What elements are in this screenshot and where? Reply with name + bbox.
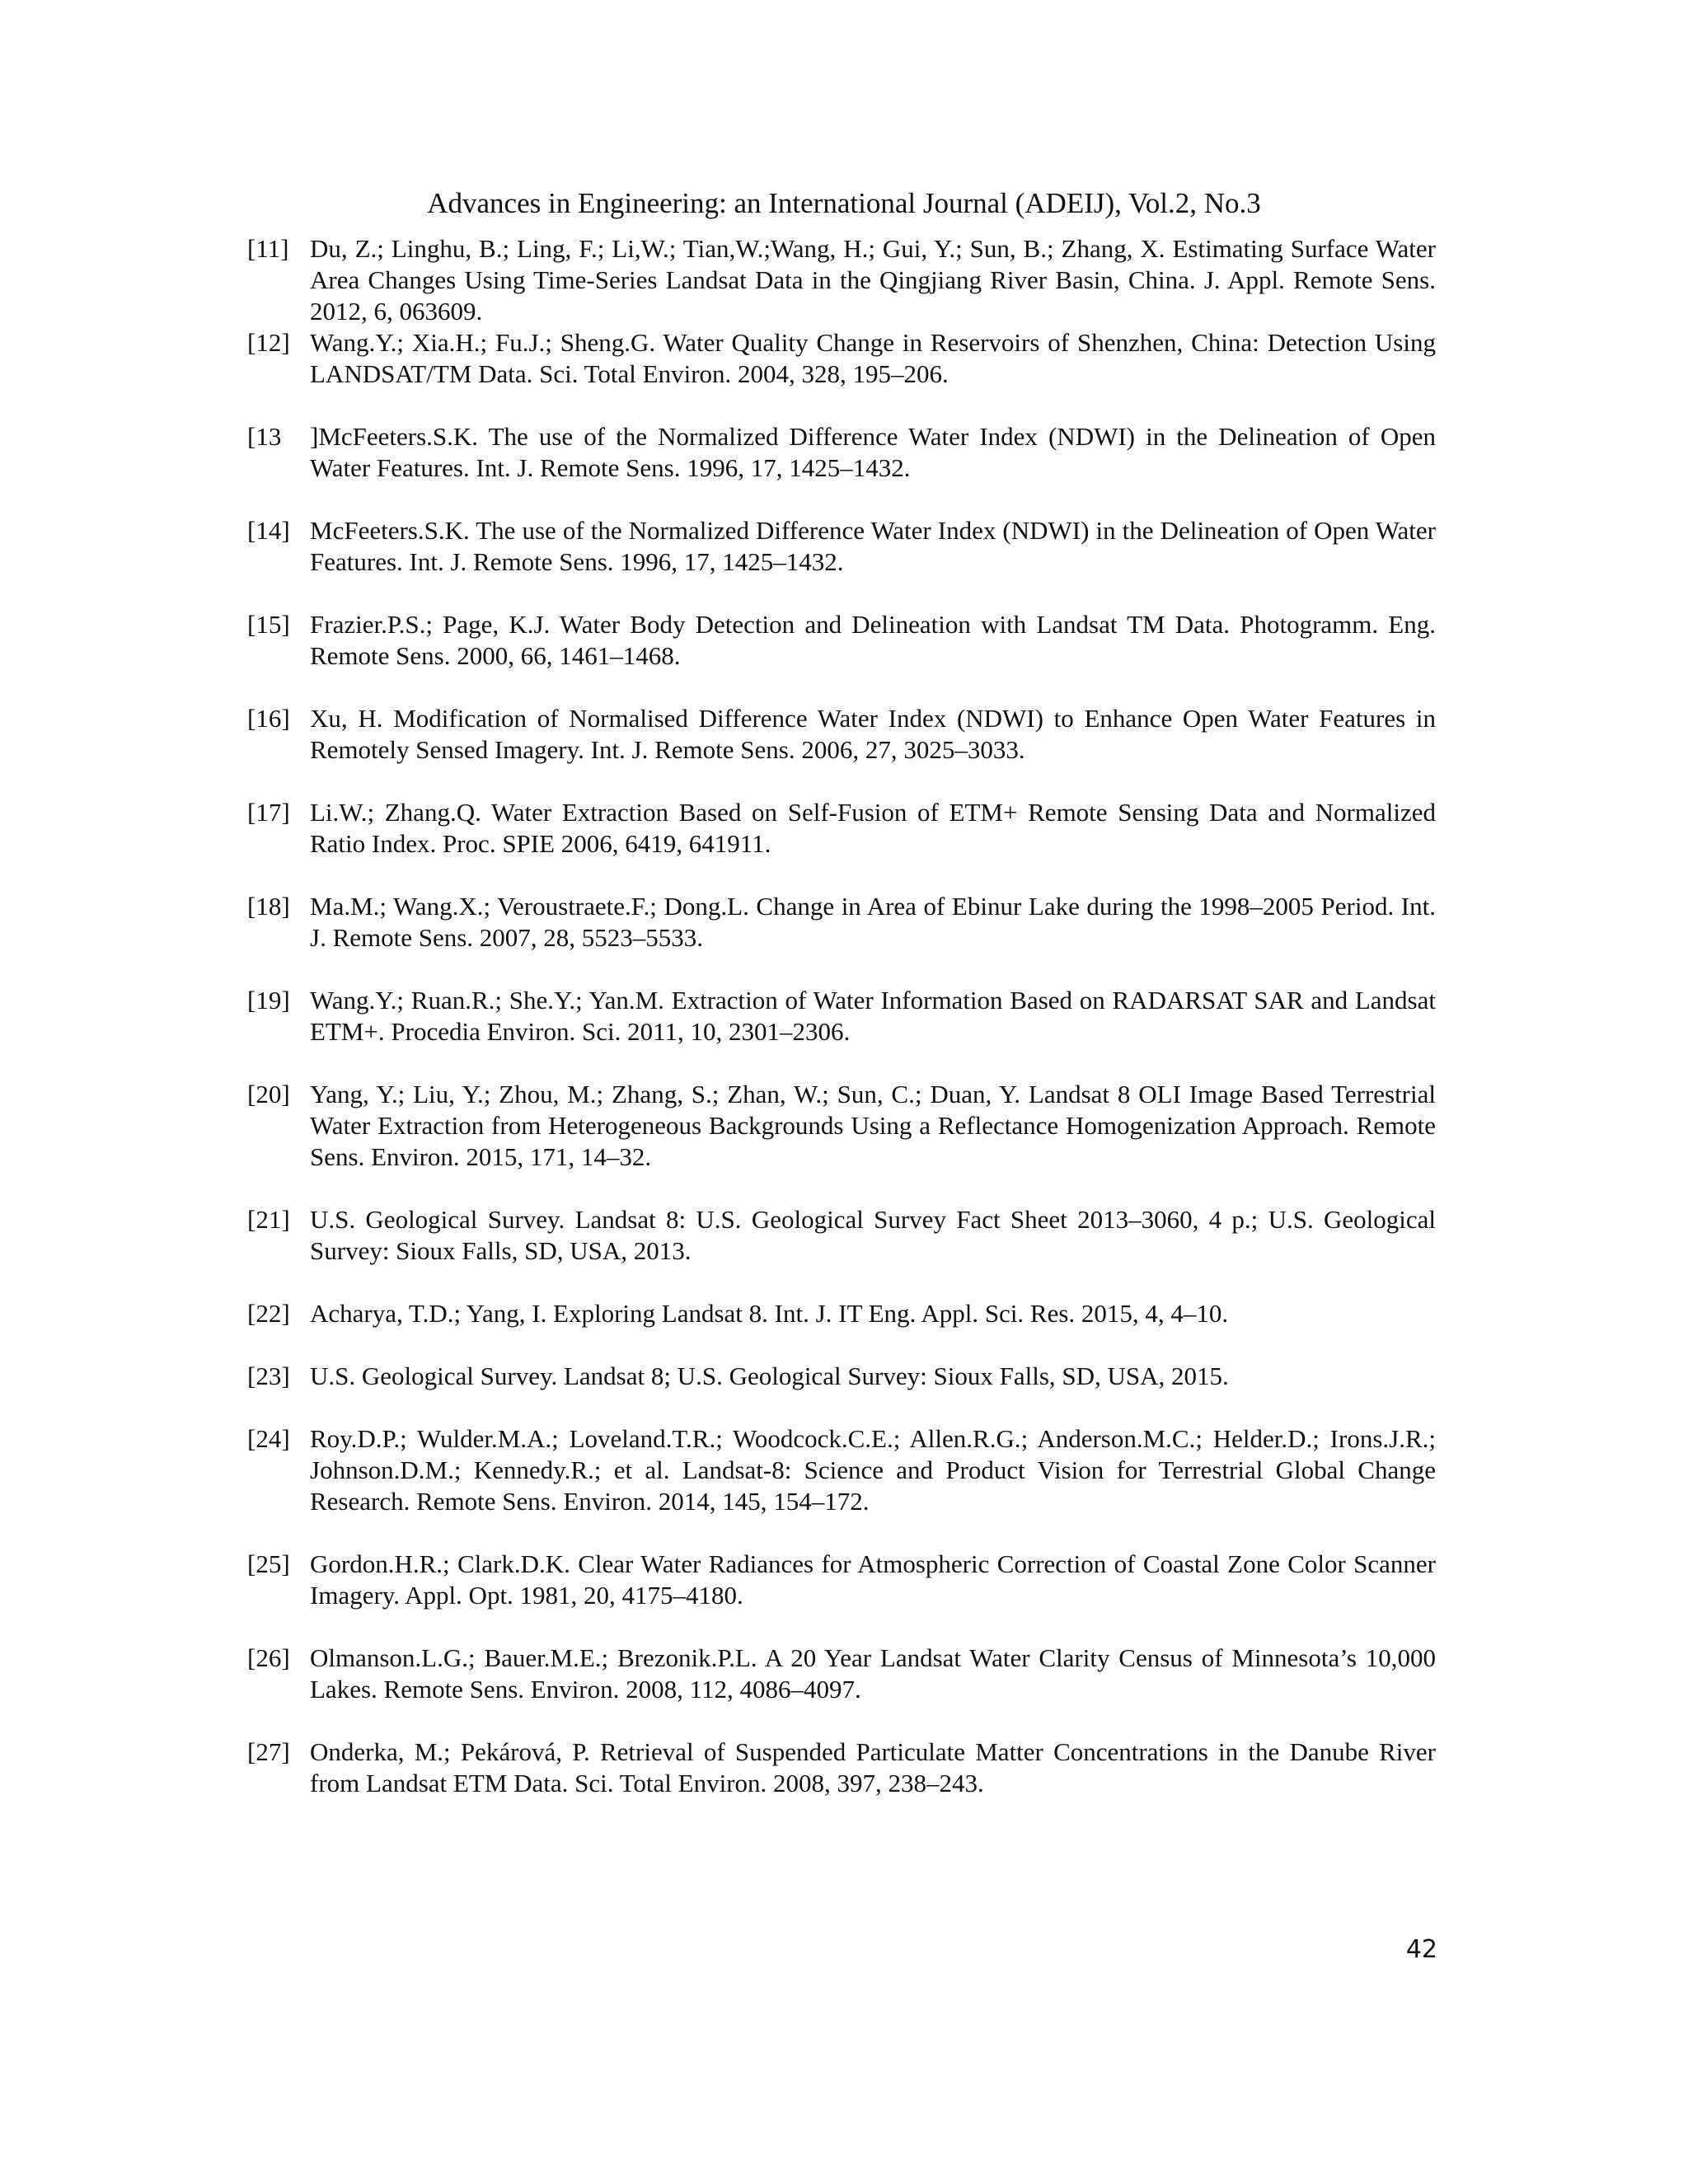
reference-text: Onderka, M.; Pekárová, P. Retrieval of Suspended Particulate Matter Concentrations in the Danube River from Landsat ETM Data. Sci. Total Environ. 2008, 397, 238–243. <box>310 1737 1436 1797</box>
reference-number: [24] <box>247 1424 290 1453</box>
reference-number: [12] <box>247 328 290 357</box>
reference-item <box>247 327 1436 390</box>
reference-item <box>247 1736 1436 1799</box>
reference-text: Du, Z.; Linghu, B.; Ling, F.; Li,W.; Tian,W.;Wang, H.; Gui, Y.; Sun, B.; Zhang, X. Estimating Surface Water Area Changes Using Time-Series Landsat Data in the Qingjiang River Basin, China. J. Appl. Remote Sens. 2012, 6, 063609. <box>310 234 1436 326</box>
reference-number: [25] <box>247 1549 290 1578</box>
reference-item <box>247 1204 1436 1267</box>
reference-text: McFeeters.S.K. The use of the Normalized Difference Water Index (NDWI) in the Delineation of Open Water Features. Int. J. Remote Sens. 1996, 17, 1425–1432. <box>310 516 1436 576</box>
reference-number: [18] <box>247 892 290 921</box>
reference-number: [27] <box>247 1737 290 1766</box>
reference-item <box>247 1549 1436 1611</box>
reference-text: Yang, Y.; Liu, Y.; Zhou, M.; Zhang, S.; Zhan, W.; Sun, C.; Duan, Y. Landsat 8 OLI Image Based Terrestrial Water Extraction from Heterogeneous Backgrounds Using a Reflectance Homogenization Approach. Remote Sens. Environ. 2015, 171, 14–32. <box>310 1080 1436 1171</box>
reference-item <box>247 421 1436 484</box>
reference-number: [14] <box>247 516 290 545</box>
reference-item <box>247 515 1436 578</box>
reference-item <box>247 703 1436 766</box>
reference-text: Li.W.; Zhang.Q. Water Extraction Based on Self-Fusion of ETM+ Remote Sensing Data and Normalized Ratio Index. Proc. SPIE 2006, 6419, 641911. <box>310 798 1436 858</box>
reference-text: U.S. Geological Survey. Landsat 8: U.S. Geological Survey Fact Sheet 2013–3060, 4 p.; U.S. Geological Survey: Sioux Falls, SD, USA, 2013. <box>310 1205 1436 1265</box>
reference-number: [17] <box>247 798 290 827</box>
reference-text: Wang.Y.; Xia.H.; Fu.J.; Sheng.G. Water Quality Change in Reservoirs of Shenzhen, China: Detection Using LANDSAT/TM Data. Sci. Total Environ. 2004, 328, 195–206. <box>310 328 1436 388</box>
reference-number: [20] <box>247 1080 290 1108</box>
reference-text: Frazier.P.S.; Page, K.J. Water Body Detection and Delineation with Landsat TM Data. Photogramm. Eng. Remote Sens. 2000, 66, 1461–1468. <box>310 610 1436 670</box>
reference-item <box>247 797 1436 860</box>
reference-item <box>247 1298 1436 1329</box>
reference-text: Roy.D.P.; Wulder.M.A.; Loveland.T.R.; Woodcock.C.E.; Allen.R.G.; Anderson.M.C.; Helder.D.; Irons.J.R.; Johnson.D.M.; Kennedy.R.; et al. Landsat-8: Science and Product Vision for Terrestrial Global Change Research. Remote Sens. Environ. 2014, 145, 154–172. <box>310 1424 1436 1516</box>
running-header: Advances in Engineering: an International Journal (ADEIJ), Vol.2, No.3 <box>427 187 1261 219</box>
reference-text: Ma.M.; Wang.X.; Veroustraete.F.; Dong.L. Change in Area of Ebinur Lake during the 1998–2005 Period. Int. J. Remote Sens. 2007, 28, 5523–5533. <box>310 892 1436 952</box>
reference-item <box>247 233 1436 327</box>
page-number: 42 <box>1405 1935 1437 1964</box>
reference-number: [23] <box>247 1361 290 1390</box>
reference-number: [22] <box>247 1299 290 1328</box>
reference-text: U.S. Geological Survey. Landsat 8; U.S. Geological Survey: Sioux Falls, SD, USA, 2015. <box>310 1361 1229 1390</box>
reference-number: [15] <box>247 610 290 639</box>
reference-text: Acharya, T.D.; Yang, I. Exploring Landsat 8. Int. J. IT Eng. Appl. Sci. Res. 2015, 4, 4–10. <box>310 1299 1229 1328</box>
reference-text: Olmanson.L.G.; Bauer.M.E.; Brezonik.P.L. A 20 Year Landsat Water Clarity Census of Minnesota’s 10,000 Lakes. Remote Sens. Environ. 2008, 112, 4086–4097. <box>310 1643 1436 1704</box>
reference-number: [16] <box>247 704 290 733</box>
reference-number: [11] <box>247 234 289 263</box>
reference-text: ]McFeeters.S.K. The use of the Normalized Difference Water Index (NDWI) in the Delineation of Open Water Features. Int. J. Remote Sens. 1996, 17, 1425–1432. <box>310 422 1436 482</box>
reference-item <box>247 1423 1436 1517</box>
reference-item <box>247 1079 1436 1173</box>
reference-number: [13 <box>247 422 282 451</box>
reference-text: Gordon.H.R.; Clark.D.K. Clear Water Radiances for Atmospheric Correction of Coastal Zone Color Scanner Imagery. Appl. Opt. 1981, 20, 4175–4180. <box>310 1549 1436 1610</box>
reference-item <box>247 891 1436 954</box>
reference-number: [21] <box>247 1205 290 1234</box>
reference-list <box>247 233 1436 1830</box>
reference-item <box>247 1361 1436 1392</box>
reference-number: [26] <box>247 1643 290 1672</box>
reference-text: Wang.Y.; Ruan.R.; She.Y.; Yan.M. Extraction of Water Information Based on RADARSAT SAR and Landsat ETM+. Procedia Environ. Sci. 2011, 10, 2301–2306. <box>310 986 1436 1046</box>
reference-text: Xu, H. Modification of Normalised Difference Water Index (NDWI) to Enhance Open Water Features in Remotely Sensed Imagery. Int. J. Remote Sens. 2006, 27, 3025–3033. <box>310 704 1436 764</box>
reference-item <box>247 609 1436 672</box>
reference-item <box>247 985 1436 1047</box>
reference-number: [19] <box>247 986 290 1015</box>
reference-item <box>247 1643 1436 1705</box>
